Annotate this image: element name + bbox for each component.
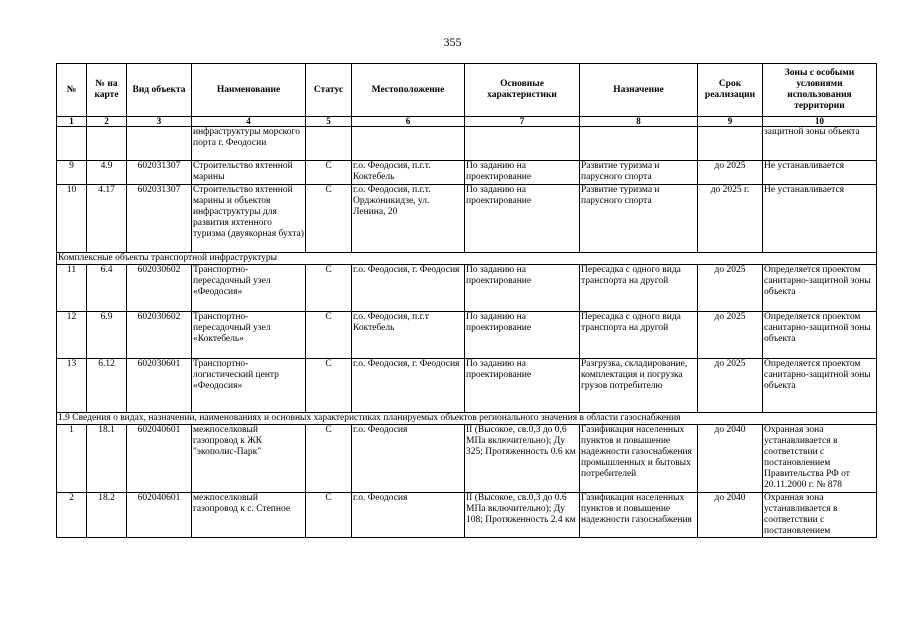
section-title: Комплексные объекты транспортной инфраструктуры: [57, 253, 877, 265]
cell-map-number: 4.17: [87, 185, 127, 253]
cell-location: г.о. Феодосия, г. Феодосия: [352, 359, 465, 413]
table-row: [57, 161, 877, 185]
column-number: 3: [127, 117, 192, 127]
table-row: [57, 185, 877, 253]
cell-name: Транспортно-пересадочный узел «Феодосия»: [192, 265, 306, 312]
cell-number: 9: [57, 161, 87, 185]
column-number: 8: [580, 117, 698, 127]
cell-term: до 2025: [698, 161, 763, 185]
header-cell: Срок реализации: [698, 64, 763, 117]
cell-status: С: [306, 359, 352, 413]
cell-characteristics: По заданию на проектирование: [465, 161, 580, 185]
cell-status: С: [306, 493, 352, 538]
header-cell: Местоположение: [352, 64, 465, 117]
header-cell: Вид объекта: [127, 64, 192, 117]
table-row: [57, 493, 877, 538]
cell-status: С: [306, 265, 352, 312]
cell-characteristics: По заданию на проектирование: [465, 265, 580, 312]
column-number: 7: [465, 117, 580, 127]
cell-map-number: 18.1: [87, 425, 127, 493]
cell-name: межпоселковый газопровод к с. Степное: [192, 493, 306, 538]
header-cell: Основные характеристики: [465, 64, 580, 117]
cell-location: г.о. Феодосия, п.г.т. Орджоникидзе, ул. Ленина, 20: [352, 185, 465, 253]
cell-number: 11: [57, 265, 87, 312]
cell-name: Строительство яхтенной марины: [192, 161, 306, 185]
cell-status: С: [306, 161, 352, 185]
cell-term: до 2040: [698, 425, 763, 493]
cell-zones: защитной зоны объекта: [763, 127, 877, 161]
table-row: [57, 425, 877, 493]
cell-object-code: 602031307: [127, 161, 192, 185]
cell-object-code: 602030601: [127, 359, 192, 413]
cell-purpose: Газификация населенных пунктов и повышение надежности газоснабжения: [580, 493, 698, 538]
cell-map-number: 6.9: [87, 312, 127, 359]
column-number: 10: [763, 117, 877, 127]
cell-zones: Определяется проектом санитарно-защитной зоны объекта: [763, 359, 877, 413]
cell-purpose: Пересадка с одного вида транспорта на другой: [580, 312, 698, 359]
table-row: [57, 312, 877, 359]
cell-object-code: 602040601: [127, 493, 192, 538]
cell-zones: Охранная зона устанавливается в соответствии с постановлением Правительства РФ от 20.11.2000 г. № 878: [763, 425, 877, 493]
cell-zones: Не устанавливается: [763, 161, 877, 185]
cell-zones: Охранная зона устанавливается в соответствии с постановлением: [763, 493, 877, 538]
cell-term: до 2025: [698, 265, 763, 312]
cell-map-number: 18.2: [87, 493, 127, 538]
page-number: 355: [443, 35, 462, 49]
column-number: 6: [352, 117, 465, 127]
section-row: [57, 413, 877, 425]
cell-location: г.о. Феодосия, п.г.т Коктебель: [352, 312, 465, 359]
table-row: [57, 265, 877, 312]
cell-name: Транспортно-логистический центр «Феодосия»: [192, 359, 306, 413]
cell-object-code: 602040601: [127, 425, 192, 493]
objects-table: [56, 63, 877, 538]
column-number-row: [57, 117, 877, 127]
cell-term: до 2040: [698, 493, 763, 538]
cell-name: Строительство яхтенной марины и объектов инфраструктуры для развития яхтенного туризма (двуякорная бухта): [192, 185, 306, 253]
cell-purpose: Газификация населенных пунктов и повышение надежности газоснабжения промышленных и бытовых потребителей: [580, 425, 698, 493]
cell-map-number: 4.9: [87, 161, 127, 185]
cell-characteristics: II (Высокое, св.0,3 до 0.6 МПа включительно); Ду 108; Протяженность 2.4 км: [465, 493, 580, 538]
cell-number: 2: [57, 493, 87, 538]
cell-object-code: 602031307: [127, 185, 192, 253]
header-cell: Наименование: [192, 64, 306, 117]
cell-purpose: Развитие туризма и парусного спорта: [580, 185, 698, 253]
cell-object-code: 602030602: [127, 265, 192, 312]
header-cell: №: [57, 64, 87, 117]
cell-characteristics: По заданию на проектирование: [465, 312, 580, 359]
cell-purpose: Пересадка с одного вида транспорта на другой: [580, 265, 698, 312]
column-number: 5: [306, 117, 352, 127]
column-number: 9: [698, 117, 763, 127]
cell-map-number: 6.12: [87, 359, 127, 413]
column-number: 4: [192, 117, 306, 127]
cell-location: г.о. Феодосия: [352, 425, 465, 493]
section-title: 1.9 Сведения о видах, назначении, наименованиях и основных характеристиках планируемых объектов регионального значения в области газоснабжения: [57, 413, 877, 425]
cell-name: межпоселковый газопровод к ЖК "экополис-Парк": [192, 425, 306, 493]
cell-status: С: [306, 185, 352, 253]
cell-purpose: Развитие туризма и парусного спорта: [580, 161, 698, 185]
table-row: [57, 127, 877, 161]
header-cell: Статус: [306, 64, 352, 117]
cell-location: г.о. Феодосия: [352, 493, 465, 538]
cell-zones: Определяется проектом санитарно-защитной зоны объекта: [763, 312, 877, 359]
header-cell: Назначение: [580, 64, 698, 117]
column-number: 1: [57, 117, 87, 127]
cell-characteristics: По заданию на проектирование: [465, 359, 580, 413]
cell-status: С: [306, 312, 352, 359]
cell-location: г.о. Феодосия, п.г.т. Коктебель: [352, 161, 465, 185]
cell-map-number: 6.4: [87, 265, 127, 312]
cell-object-code: 602030602: [127, 312, 192, 359]
section-row: [57, 253, 877, 265]
cell-number: 10: [57, 185, 87, 253]
cell-term: до 2025 г.: [698, 185, 763, 253]
table-row: [57, 359, 877, 413]
cell-number: 13: [57, 359, 87, 413]
cell-name: Транспортно-пересадочный узел «Коктебель»: [192, 312, 306, 359]
cell-name: инфраструктуры морского порта г. Феодосии: [192, 127, 306, 161]
cell-location: г.о. Феодосия, г. Феодосия: [352, 265, 465, 312]
header-cell: Зоны с особыми условиями использования территории: [763, 64, 877, 117]
cell-number: 12: [57, 312, 87, 359]
cell-zones: Не устанавливается: [763, 185, 877, 253]
header-row: [57, 64, 877, 117]
cell-zones: Определяется проектом санитарно-защитной зоны объекта: [763, 265, 877, 312]
cell-status: С: [306, 425, 352, 493]
cell-term: до 2025: [698, 359, 763, 413]
cell-term: до 2025: [698, 312, 763, 359]
column-number: 2: [87, 117, 127, 127]
cell-characteristics: II (Высокое, св.0,3 до 0,6 МПа включительно); Ду 325; Протяженность 0.6 км: [465, 425, 580, 493]
cell-purpose: Разгрузка, складирование, комплектация и погрузка грузов потребителю: [580, 359, 698, 413]
header-cell: № на карте: [87, 64, 127, 117]
cell-characteristics: По заданию на проектирование: [465, 185, 580, 253]
cell-number: 1: [57, 425, 87, 493]
